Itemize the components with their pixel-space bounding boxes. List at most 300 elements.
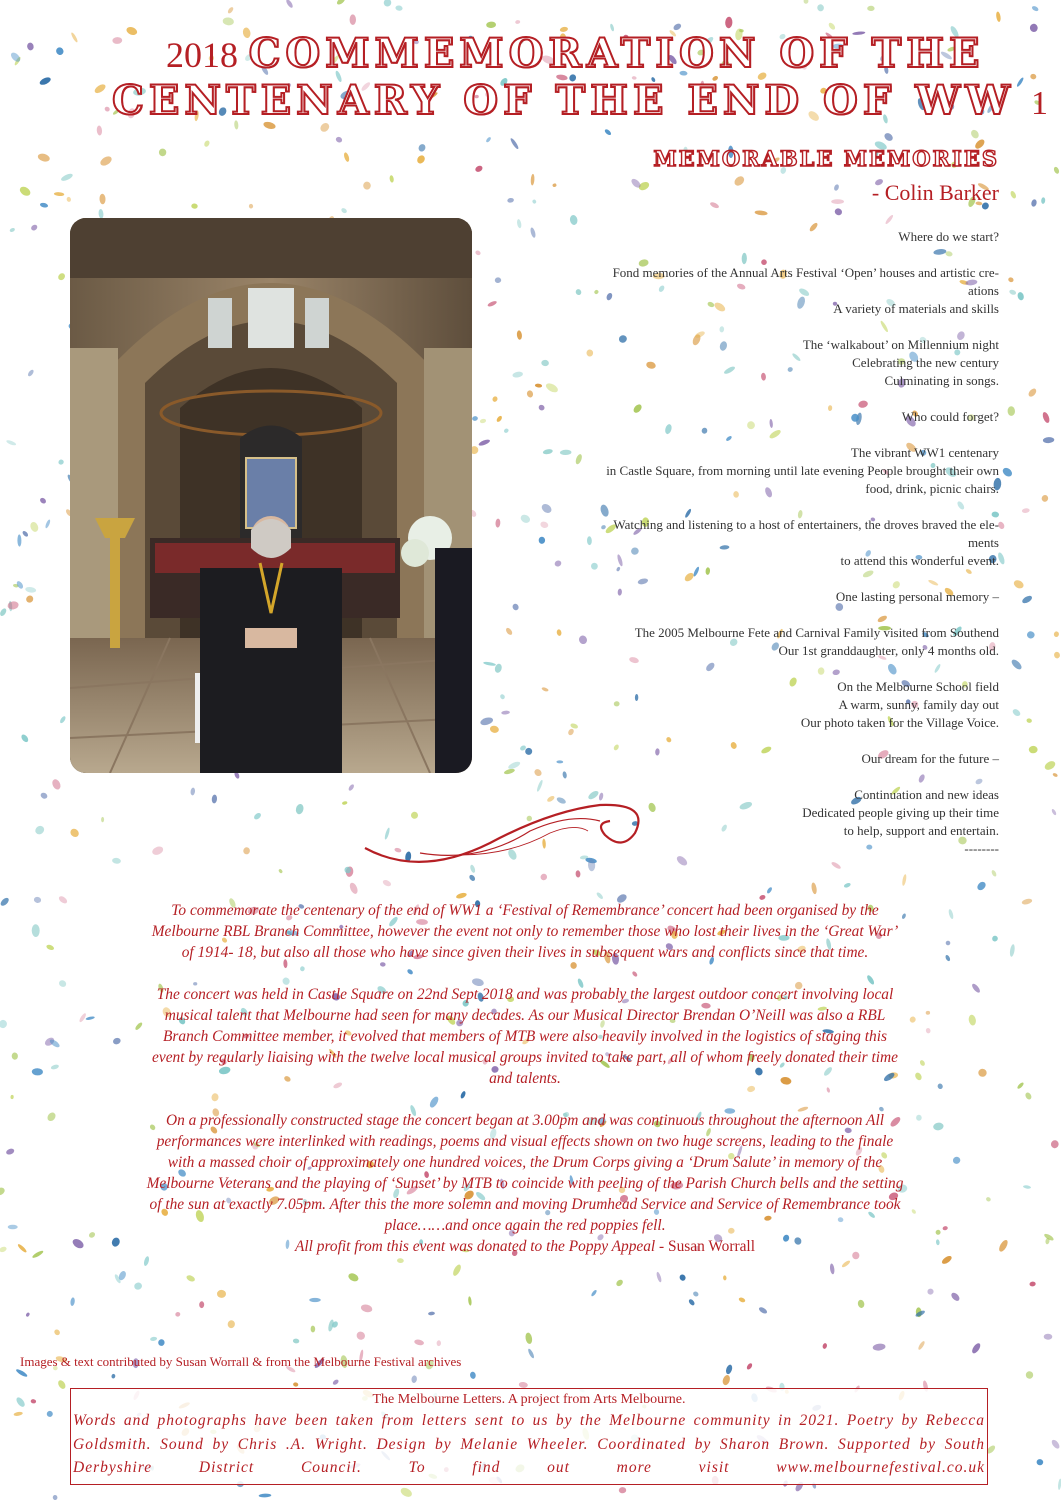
confetti-dot [22,530,30,538]
confetti-dot [1008,277,1015,283]
confetti-dot [32,924,40,937]
confetti-dot [766,886,773,894]
confetti-dot [30,224,38,232]
confetti-dot [733,174,746,187]
confetti-dot [499,693,505,700]
confetti-dot [489,725,499,734]
confetti-dot [883,132,894,143]
confetti-dot [30,1399,36,1404]
poem-line: Culminating in songs. [884,373,999,388]
confetti-dot [350,14,357,25]
poem-line: On the Melbourne School field [837,679,999,694]
article-paragraph-3: On a professionally constructed stage the concert began at 3.00pm and was continuous throughout the afternoon All performances were interlinked with readings, poems and visual effects shown on two huge screens, leading to the finale with a massed choir of approximately one hundred voices, the Drum Corps giving a ‘Drum Salute’ in memory of the Melbourne Veterans and the playing of ‘Sunset’ by MTB to coincide with peeling of the Parish Church bells and the setting of the sun at exactly 7.05pm. After this the more solemn and moving Drumhead Service and Service of Remembrance took place……and once again the red poppies fell. [146,1112,904,1234]
confetti-dot [7,601,19,610]
confetti-dot [1022,508,1030,514]
confetti-dot [34,824,46,836]
confetti-dot [199,1301,204,1308]
confetti-dot [1027,387,1038,398]
confetti-dot [1050,1438,1061,1449]
confetti-dot [17,1243,28,1253]
confetti-dot [39,497,47,505]
poem-line: ments [967,535,999,550]
confetti-dot [310,1326,315,1333]
confetti-dot [58,979,68,988]
confetti-dot [293,1382,299,1387]
confetti-dot [40,202,49,208]
confetti-dot [175,1311,181,1317]
confetti-dot [758,1306,768,1315]
confetti-dot [532,199,537,204]
poem-line: The vibrant WW1 centenary [850,445,999,460]
confetti-dot [843,882,851,888]
confetti-dot [211,794,217,803]
poem-stanza [539,588,999,606]
confetti-dot [112,37,122,44]
confetti-dot [88,1231,96,1239]
poem-line: Our photo taken for the Village Voice. [800,715,999,730]
confetti-dot [721,1374,731,1386]
poem-stanza [539,624,999,660]
confetti-dot [25,594,35,604]
confetti-dot [469,1371,476,1379]
confetti-dot [552,183,557,187]
confetti-dot [1053,631,1059,637]
confetti-dot [10,1095,14,1099]
confetti-dot [841,1259,851,1268]
confetti-dot [479,716,493,726]
confetti-dot [822,1343,828,1350]
confetti-dot [656,1271,663,1282]
poem-stanza [539,678,999,732]
church-interior-image [70,218,472,773]
footer-box [70,1388,988,1485]
poem-line: Continuation and new ideas [854,787,999,802]
confetti-dot [40,791,49,799]
confetti-dot [1009,944,1015,957]
confetti-dot [709,201,720,209]
confetti-dot [293,1338,300,1344]
confetti-dot [1021,594,1033,604]
confetti-dot [99,194,106,205]
confetti-dot [516,330,522,340]
confetti-dot [503,768,515,775]
confetti-dot [25,1312,30,1317]
poem-line: The ‘walkabout’ on Millennium night [802,337,999,352]
confetti-dot [111,1236,122,1247]
poem-column [539,228,999,876]
confetti-dot [936,1239,940,1245]
confetti-dot [96,125,102,135]
confetti-dot [0,1186,6,1197]
confetti-dot [596,891,604,900]
confetti-dot [26,42,34,51]
confetti-dot [927,1288,935,1295]
poem-line: Dedicated people giving up their time [802,805,999,820]
confetti-dot [911,1208,917,1214]
confetti-dot [69,827,81,839]
confetti-dot [816,3,824,12]
confetti-dot [8,1225,18,1230]
confetti-dot [101,817,104,822]
confetti-dot [455,892,467,900]
confetti-dot [99,154,114,167]
confetti-dot [942,1226,948,1231]
confetti-dot [615,1278,624,1287]
confetti-dot [133,1282,142,1291]
footer-title: The Melbourne Letters. A project from Arts Melbourne. [372,1392,686,1407]
poem-line: A variety of materials and skills [833,301,999,316]
confetti-dot [1041,197,1046,204]
confetti-dot [416,154,427,165]
title-line-1 [166,30,985,77]
confetti-dot [27,369,35,377]
confetti-dot [619,1487,627,1493]
confetti-dot [485,136,491,143]
poem-stanza [539,228,999,246]
confetti-dot [530,227,537,238]
confetti-dot [50,1064,59,1070]
confetti-dot [278,868,283,873]
confetti-dot [925,1027,931,1033]
confetti-dot [971,983,982,994]
confetti-dot [1010,658,1023,671]
poem-line: ations [967,283,999,298]
confetti-dot [933,1122,944,1131]
confetti-dot [417,143,426,153]
confetti-dot [57,459,64,466]
confetti-dot [227,6,235,14]
confetti-dot [31,1250,44,1259]
confetti-dot [0,607,8,617]
poem-line: Who could forget? [901,409,999,424]
confetti-dot [1041,411,1050,424]
confetti-dot [66,196,71,202]
confetti-dot [1011,708,1021,718]
confetti-dot [1053,651,1060,659]
confetti-dot [1024,1370,1034,1380]
article-closing: All profit from this event was donated to the Poppy Appeal [294,1238,656,1255]
confetti-dot [941,1254,953,1265]
confetti-dot [9,227,15,233]
confetti-dot [25,586,37,593]
confetti-dot [309,1298,321,1302]
confetti-dot [190,787,195,795]
confetti-dot [746,1362,753,1370]
confetti-dot [347,1272,360,1283]
confetti-dot [93,83,107,95]
poem-line: Celebrating the new century [852,355,999,370]
confetti-dot [355,1330,367,1341]
confetti-dot [492,395,499,402]
confetti-dot [486,21,496,28]
article-body [145,900,905,1257]
confetti-dot [332,1379,340,1386]
confetti-dot [678,1273,686,1282]
footer-body: Words and photographs have been taken from letters sent to us by the Melbourne community in 2021. Poetry by Rebecca Goldsmith. Sound by Chris .A. Wright. Design by Melanie Wheeler. Coordinated by Sharon Brown. Supported by South Derbyshire District Council. To find out more visit www.melbournefestival.co.uk [73,1412,985,1476]
poem-line: Our dream for the future – [861,751,999,766]
confetti-dot [970,1342,981,1355]
poem-line: -------- [964,841,999,856]
confetti-dot [157,1339,165,1347]
confetti-dot [222,17,234,26]
confetti-dot [831,199,844,204]
confetti-dot [243,847,251,855]
confetti-dot [495,277,502,283]
confetti-dot [935,1229,941,1235]
confetti-dot [46,1410,53,1417]
confetti-dot [909,1015,917,1023]
confetti-dot [692,1291,699,1298]
image-credit: Images & text contributed by Susan Worrall & from the Melbourne Festival archives [20,1354,462,1369]
poem-stanza [539,264,999,318]
confetti-dot [511,603,519,612]
confetti-dot [937,1083,944,1090]
confetti-dot [917,1340,926,1350]
confetti-dot [70,1297,75,1306]
confetti-dot [1017,291,1025,301]
confetti-dot [259,1493,272,1497]
confetti-dot [1031,5,1039,12]
confetti-dot [505,627,514,636]
confetti-dot [411,1375,418,1383]
poem-line: Watching and listening to a host of entertainers, the droves braved the ele- [613,517,999,532]
confetti-dot [507,760,521,770]
confetti-dot [1050,1139,1059,1148]
confetti-dot [71,1237,85,1250]
confetti-dot [1031,199,1038,207]
article-signoff: - Susan Worrall [655,1238,755,1255]
confetti-dot [914,1071,923,1081]
poem-stanza [539,336,999,390]
poem-line: in Castle Square, from morning until late evening People brought their own [606,463,999,478]
confetti-dot [803,0,808,4]
article-closing-line [145,1236,905,1257]
confetti-dot [1012,579,1024,590]
confetti-dot [54,192,65,197]
confetti-dot [1029,746,1038,754]
confetti-dot [395,5,403,11]
confetti-dot [414,1339,425,1346]
confetti-dot [58,895,69,905]
confetti-dot [59,715,67,724]
confetti-dot [857,1299,865,1309]
confetti-dot [968,1014,977,1026]
confetti-dot [884,214,894,225]
confetti-dot [1021,898,1033,906]
poem-stanza [539,444,999,498]
confetti-dot [397,1258,404,1263]
confetti-dot [0,1246,7,1253]
confetti-dot [203,140,210,148]
section-title: MEMORABLE MEMORIES [653,146,999,171]
decorative-flourish [360,793,660,873]
confetti-dot [512,371,523,379]
confetti-dot [191,203,198,209]
title-text-1: COMMEMORATION OF THE [248,30,985,77]
confetti-dot [976,880,988,892]
confetti-dot [399,1486,413,1499]
confetti-dot [78,1012,87,1023]
poem-line: Fond memories of the Annual Arts Festival ‘Open’ houses and artistic cre- [612,265,999,280]
confetti-dot [495,518,500,527]
confetti-dot [997,1239,1009,1253]
confetti-dot [428,1311,435,1315]
confetti-dot [1016,1081,1024,1089]
confetti-dot [70,32,78,43]
confetti-dot [33,896,41,903]
poem-line: to help, support and entertain. [843,823,999,838]
confetti-dot [227,1320,236,1329]
confetti-dot [342,801,348,805]
title-line-2 [112,77,1048,124]
confetti-dot [1009,289,1017,296]
confetti-dot [1007,406,1015,416]
confetti-dot [85,1016,95,1021]
confetti-dot [496,415,503,423]
confetti-dot [1043,759,1057,771]
confetti-dot [754,210,767,216]
confetti-dot [335,136,343,144]
confetti-dot [336,0,347,6]
confetti-dot [437,1340,442,1346]
confetti-dot [112,857,122,864]
confetti-dot [15,1396,27,1408]
confetti-dot [51,778,62,791]
confetti-dot [811,882,818,894]
title-number: 1 [1031,85,1049,122]
confetti-dot [945,954,951,962]
confetti-dot [872,1343,886,1351]
title-year: 2018 [166,35,238,75]
confetti-dot [950,1291,961,1302]
confetti-dot [525,748,532,755]
confetti-dot [474,165,483,174]
confetti-dot [475,249,482,256]
confetti-dot [991,935,999,943]
confetti-dot [285,0,294,9]
confetti-dot [343,152,350,163]
confetti-dot [530,174,534,186]
confetti-dot [725,1364,733,1375]
article-paragraph-1: To commemorate the centenary of the end of WW1 a ‘Festival of Remembrance’ concert had been organised by the Melbourne RBL Branch Committee, however the event not only to remember those who lost their lives in the ‘Great War’ of 1914- 18, but also all those who have since given their lives in subsequent wars and conflicts since that time. [151,902,899,961]
confetti-dot [39,76,52,86]
confetti-dot [363,182,371,190]
confetti-dot [1041,494,1050,503]
confetti-dot [1027,631,1036,639]
poem-line: Where do we start? [898,229,999,244]
confetti-dot [348,882,359,895]
confetti-dot [867,6,874,11]
poem-stanza [539,408,999,426]
confetti-dot [509,137,519,150]
confetti-dot [1029,1281,1036,1287]
confetti-dot [1044,1334,1053,1340]
confetti-dot [340,207,347,214]
confetti-dot [948,909,954,920]
confetti-dot [134,1021,143,1031]
confetti-dot [516,219,522,229]
confetti-dot [1026,718,1032,724]
confetti-dot [952,1156,961,1165]
confetti-dot [32,1068,43,1076]
confetti-dot [6,439,17,446]
article-paragraph-2: The concert was held in Castle Square on 22nd Sept 2018 and was probably the largest outdoor concert involving local musical talent that Melbourne had seen for many decades. As our Musical Director Brendan O’Neill was also a RBL Branch Committee member, it evolved that members of MTB were also heavily involved in the logistics of staging this event by regularly liaising with the twelve local musical groups invited to take part, all of whom freely donated their time and talents. [152,986,898,1087]
confetti-dot [1043,437,1055,444]
poem-stanza [539,516,999,570]
poem-line: Our 1st granddaughter, only 4 months old. [778,643,999,658]
confetti-dot [996,11,1002,22]
confetti-dot [1001,466,1014,478]
confetti-dot [383,0,393,8]
confetti-dot [185,1274,195,1283]
confetti-dot [1052,772,1058,777]
confetti-dot [834,207,844,216]
confetti-dot [13,1411,23,1416]
confetti-dot [945,940,951,946]
confetti-dot [738,1297,746,1304]
confetti-dot [20,733,30,743]
confetti-dot [0,1019,8,1029]
confetti-dot [150,1336,158,1341]
confetti-dot [1053,166,1060,174]
poem-line: A warm, sunny, family day out [838,697,999,712]
confetti-dot [249,204,253,209]
confetti-dot [253,812,262,821]
confetti-dot [44,519,51,529]
poem-stanza [539,750,999,768]
confetti-dot [604,128,612,136]
confetti-dot [468,1296,472,1306]
confetti-dot [525,1332,533,1344]
title-text-2: CENTENARY OF THE END OF WW [112,77,1016,124]
confetti-dot [57,1379,67,1390]
confetti-dot [37,152,51,163]
confetti-dot [526,390,534,399]
confetti-dot [507,197,514,203]
confetti-dot [452,1263,463,1277]
confetti-dot [969,128,980,139]
confetti-dot [125,26,138,37]
confetti-dot [5,1148,15,1156]
confetti-dot [11,1052,18,1060]
confetti-dot [833,184,840,192]
confetti-dot [151,845,164,856]
confetti-dot [53,1328,61,1336]
confetti-dot [1051,808,1057,815]
poem-line: The 2005 Melbourne Fete and Carnival Family visited from Southend [634,625,999,640]
confetti-dot [501,710,510,715]
confetti-dot [52,1495,58,1500]
confetti-dot [472,416,479,422]
confetti-dot [725,17,733,29]
confetti-dot [1024,1091,1032,1100]
poem-line: One lasting personal memory – [835,589,999,604]
poem-line: food, drink, picnic chairs. [865,481,999,496]
confetti-dot [60,172,74,182]
confetti-dot [1023,1185,1031,1189]
confetti-dot [1058,1478,1061,1490]
confetti-dot [519,513,531,524]
church-photo [70,218,472,773]
confetti-dot [569,214,578,225]
confetti-dot [18,185,32,198]
confetti-dot [985,1196,991,1202]
confetti-dot [487,300,498,308]
confetti-dot [468,874,476,882]
confetti-dot [926,1011,931,1015]
confetti-dot [46,944,55,951]
confetti-dot [158,148,167,157]
